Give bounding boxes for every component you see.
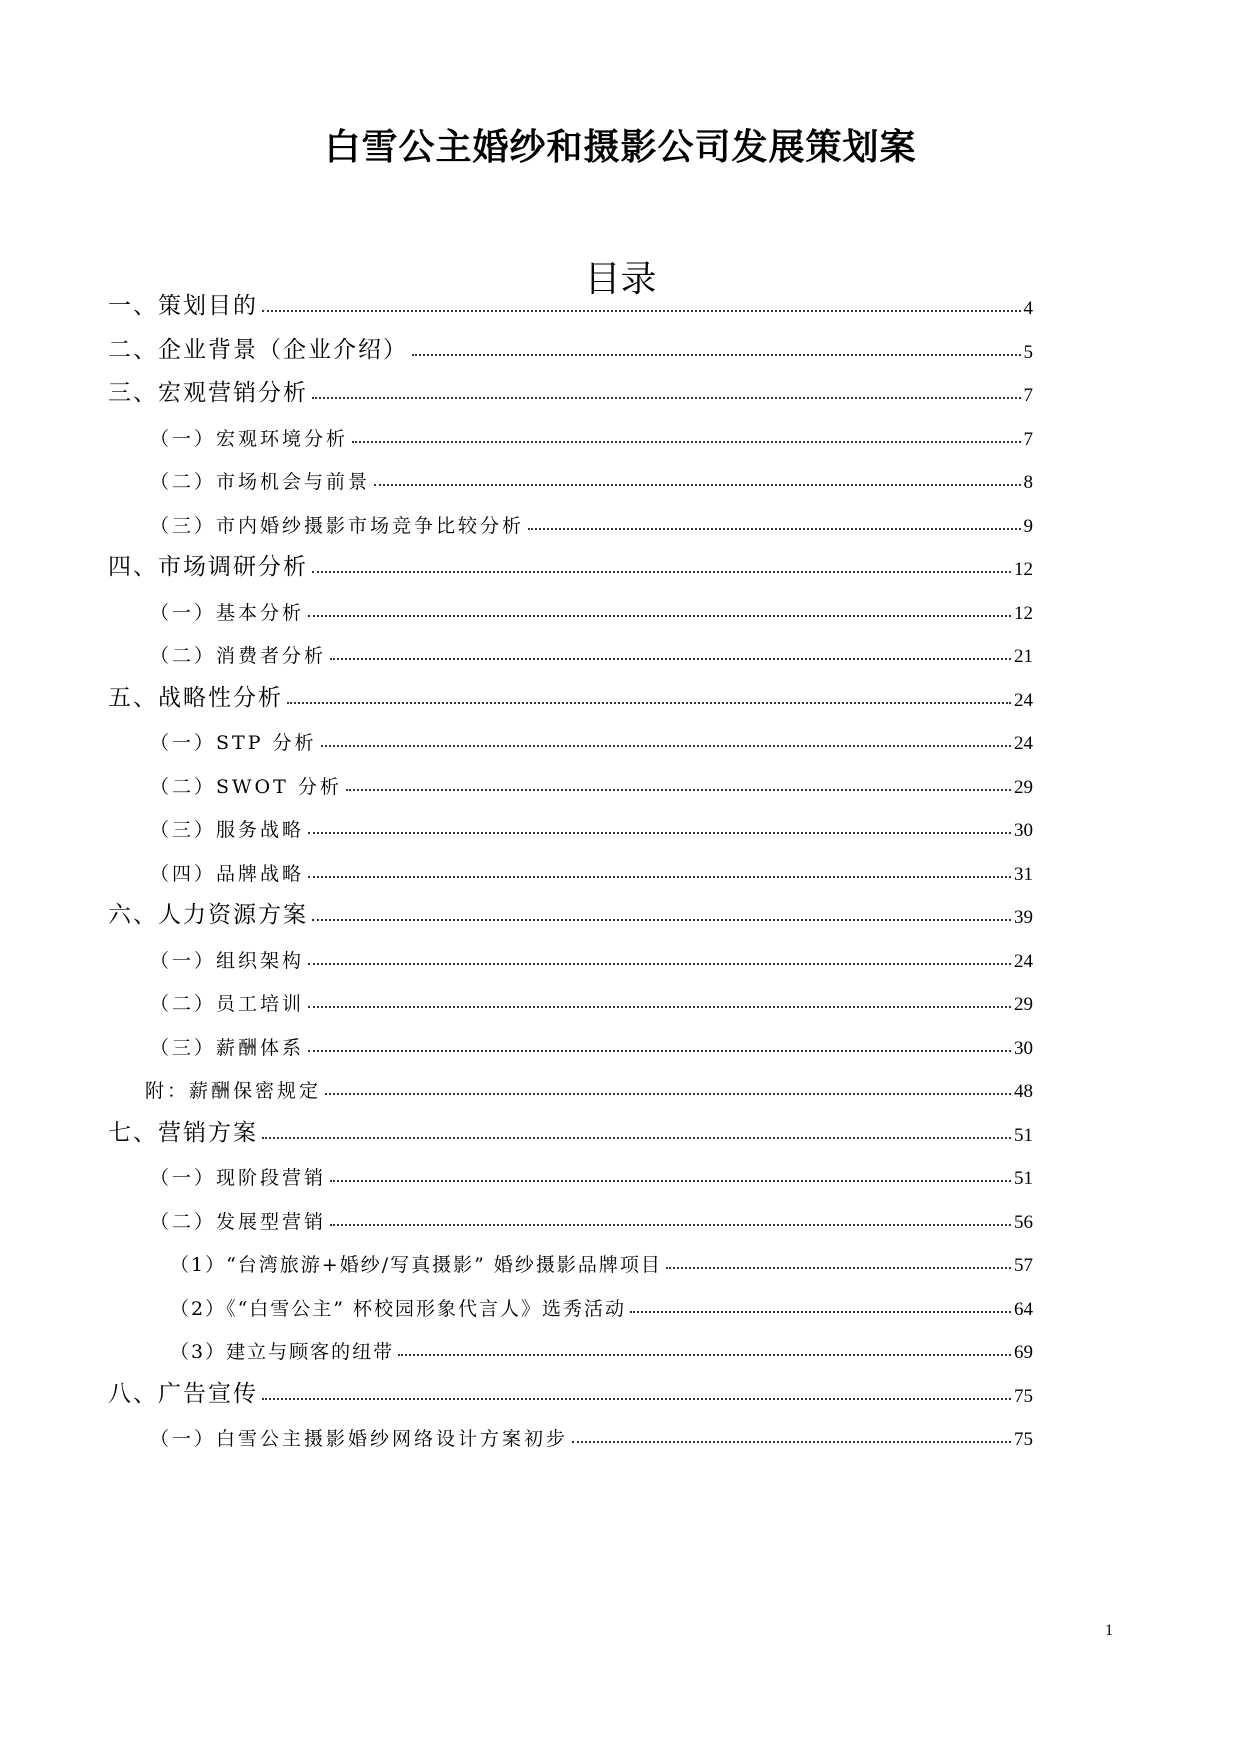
toc-entry[interactable] bbox=[108, 286, 1033, 320]
dot-leader bbox=[321, 745, 1011, 747]
dot-leader bbox=[308, 832, 1011, 834]
toc-heading: 目录 bbox=[584, 259, 657, 300]
toc-entry-page: 57 bbox=[1014, 1255, 1033, 1276]
dot-leader bbox=[312, 919, 1011, 921]
toc-entry-page: 24 bbox=[1014, 951, 1033, 972]
toc-entry-page: 48 bbox=[1014, 1081, 1033, 1102]
dot-leader bbox=[572, 1441, 1011, 1443]
toc-entry-page: 24 bbox=[1014, 690, 1033, 711]
toc-entry[interactable] bbox=[150, 460, 1033, 494]
dot-leader bbox=[398, 1354, 1011, 1356]
toc-entry[interactable] bbox=[150, 1200, 1033, 1234]
toc-entry[interactable] bbox=[108, 373, 1033, 407]
toc-entry-title: （二）SWOT 分析 bbox=[150, 776, 342, 798]
toc-entry-title: （二）市场机会与前景 bbox=[150, 471, 371, 493]
dot-leader bbox=[330, 658, 1011, 660]
toc-entry-title: 三、宏观营销分析 bbox=[108, 380, 308, 406]
toc-entry-title: 一、策划目的 bbox=[108, 293, 258, 319]
dot-leader bbox=[312, 397, 1021, 399]
dot-leader bbox=[346, 789, 1011, 791]
toc-entry[interactable] bbox=[170, 1330, 1033, 1364]
toc-entry-title: 七、营销方案 bbox=[108, 1120, 258, 1146]
toc-entry-title: 八、广告宣传 bbox=[108, 1381, 258, 1407]
dot-leader bbox=[262, 1398, 1011, 1400]
dot-leader bbox=[374, 484, 1020, 486]
toc-entry-page: 56 bbox=[1014, 1212, 1033, 1233]
toc-entry[interactable] bbox=[108, 895, 1033, 929]
toc-entry-page: 7 bbox=[1023, 429, 1033, 450]
toc-entry-page: 51 bbox=[1014, 1125, 1033, 1146]
document-title: 白雪公主婚纱和摄影公司发展策划案 bbox=[324, 126, 917, 168]
toc-entry[interactable] bbox=[108, 678, 1033, 712]
toc-entry-page: 51 bbox=[1014, 1168, 1033, 1189]
toc-entry-title: （3）建立与顾客的纽带 bbox=[170, 1341, 395, 1363]
toc-entry[interactable] bbox=[145, 1069, 1033, 1103]
toc-entry-page: 9 bbox=[1023, 516, 1033, 537]
dot-leader bbox=[308, 1050, 1011, 1052]
toc-entry-title: （一）宏观环境分析 bbox=[150, 428, 349, 450]
dot-leader bbox=[325, 1093, 1011, 1095]
toc-entry-title: （一）组织架构 bbox=[150, 950, 305, 972]
toc-entry-page: 69 bbox=[1014, 1342, 1033, 1363]
toc-entry-page: 24 bbox=[1014, 733, 1033, 754]
dot-leader bbox=[528, 528, 1020, 530]
toc-entry[interactable] bbox=[150, 939, 1033, 973]
toc-entry-title: （一）基本分析 bbox=[150, 602, 305, 624]
toc-entry-title: （一）现阶段营销 bbox=[150, 1167, 327, 1189]
toc-entry-title: 五、战略性分析 bbox=[108, 685, 283, 711]
toc-entry-title: （四）品牌战略 bbox=[150, 863, 305, 885]
toc-entry-title: 四、市场调研分析 bbox=[108, 554, 308, 580]
toc-entry[interactable] bbox=[150, 852, 1033, 886]
dot-leader bbox=[630, 1311, 1011, 1313]
dot-leader bbox=[412, 354, 1021, 356]
toc-entry-page: 21 bbox=[1014, 646, 1033, 667]
toc-entry-page: 29 bbox=[1014, 777, 1033, 798]
toc-entry[interactable] bbox=[170, 1243, 1033, 1277]
toc-entry[interactable] bbox=[108, 1374, 1033, 1408]
toc-entry-page: 30 bbox=[1014, 820, 1033, 841]
dot-leader bbox=[330, 1180, 1011, 1182]
toc-entry-page: 30 bbox=[1014, 1038, 1033, 1059]
dot-leader bbox=[308, 876, 1011, 878]
toc-entry-title: （三）薪酬体系 bbox=[150, 1037, 305, 1059]
toc-entry-title: （二）消费者分析 bbox=[150, 645, 327, 667]
toc-entry-title: （三）服务战略 bbox=[150, 819, 305, 841]
toc-entry-page: 64 bbox=[1014, 1299, 1033, 1320]
toc-entry-title: （2）《“白雪公主” 杯校园形象代言人》选秀活动 bbox=[170, 1298, 627, 1320]
toc-entry-page: 12 bbox=[1014, 603, 1033, 624]
toc-entry-title: 二、企业背景（企业介绍） bbox=[108, 337, 408, 363]
toc-entry-page: 75 bbox=[1014, 1386, 1033, 1407]
dot-leader bbox=[308, 963, 1011, 965]
dot-leader bbox=[666, 1267, 1011, 1269]
toc-entry-title: （1）“台湾旅游+婚纱/写真摄影” 婚纱摄影品牌项目 bbox=[170, 1254, 662, 1276]
toc-entry-title: （二）员工培训 bbox=[150, 993, 305, 1015]
toc-entry-title: 六、人力资源方案 bbox=[108, 902, 308, 928]
toc-entry[interactable] bbox=[108, 1113, 1033, 1147]
toc-entry-title: （二）发展型营销 bbox=[150, 1211, 327, 1233]
toc-entry[interactable] bbox=[150, 1417, 1033, 1451]
toc-entry-page: 8 bbox=[1023, 472, 1033, 493]
page-number: 1 bbox=[1105, 1622, 1113, 1639]
toc-entry-page: 31 bbox=[1014, 864, 1033, 885]
toc-entry[interactable] bbox=[170, 1287, 1033, 1321]
toc-entry[interactable] bbox=[150, 417, 1033, 451]
toc-entry-title: （一）STP 分析 bbox=[150, 732, 317, 754]
toc-entry[interactable] bbox=[150, 765, 1033, 799]
dot-leader bbox=[312, 571, 1011, 573]
dot-leader bbox=[262, 1137, 1011, 1139]
dot-leader bbox=[308, 615, 1011, 617]
toc-entry[interactable] bbox=[150, 1026, 1033, 1060]
toc-entry-page: 29 bbox=[1014, 994, 1033, 1015]
toc-entry[interactable] bbox=[150, 1156, 1033, 1190]
toc-entry[interactable] bbox=[150, 721, 1033, 755]
toc-entry[interactable] bbox=[150, 504, 1033, 538]
toc-entry-page: 7 bbox=[1023, 385, 1033, 406]
dot-leader bbox=[287, 702, 1011, 704]
toc-entry-title: （一）白雪公主摄影婚纱网络设计方案初步 bbox=[150, 1428, 569, 1450]
dot-leader bbox=[352, 441, 1020, 443]
toc-entry-page: 75 bbox=[1014, 1429, 1033, 1450]
toc-entry-page: 12 bbox=[1014, 559, 1033, 580]
toc-entry[interactable] bbox=[150, 808, 1033, 842]
toc-entry[interactable] bbox=[150, 591, 1033, 625]
toc-entry-title: （三）市内婚纱摄影市场竞争比较分析 bbox=[150, 515, 525, 537]
toc-entry-title: 附：薪酬保密规定 bbox=[145, 1080, 322, 1102]
toc-entry-page: 4 bbox=[1023, 298, 1033, 319]
toc-entry[interactable] bbox=[150, 982, 1033, 1016]
toc-entry-page: 39 bbox=[1014, 907, 1033, 928]
toc-entry-page: 5 bbox=[1023, 342, 1033, 363]
toc-entry[interactable] bbox=[150, 634, 1033, 668]
dot-leader bbox=[308, 1006, 1011, 1008]
dot-leader bbox=[330, 1224, 1011, 1226]
toc-entry[interactable] bbox=[108, 547, 1033, 581]
dot-leader bbox=[262, 310, 1021, 312]
toc-entry[interactable] bbox=[108, 330, 1033, 364]
